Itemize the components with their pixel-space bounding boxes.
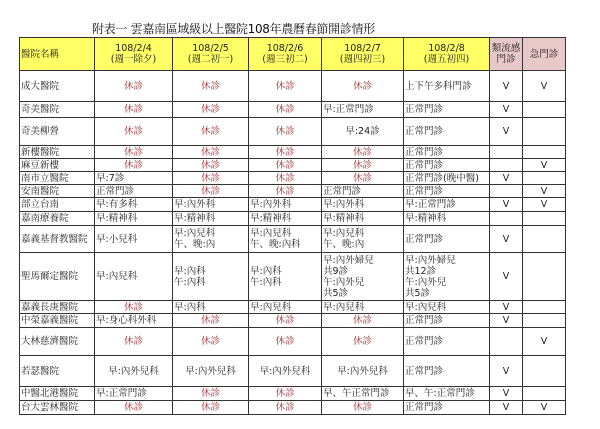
header-row	[20, 38, 566, 71]
date-0204-cell: 早:有多科	[95, 198, 173, 212]
flu-clinic-cell: V	[490, 387, 523, 401]
date-0208-cell: 早:內兒科	[404, 301, 490, 314]
date-0207-cell: 早、午正常門診	[322, 387, 404, 401]
emergency-cell: V	[523, 401, 566, 415]
hospital-name-cell: 麻豆新樓	[20, 159, 95, 172]
hospital-name-cell: 部立台南	[20, 198, 95, 212]
date-0207-cell: 休診	[322, 172, 404, 185]
date-0208-cell: 正常門診	[404, 226, 490, 253]
date-0206-cell: 休診	[249, 146, 322, 159]
hospital-name-cell: 中醫北港醫院	[20, 387, 95, 401]
date-0208-cell: 正常門診	[404, 328, 490, 356]
hospital-name-cell: 若瑟醫院	[20, 356, 95, 387]
date-0204-cell: 休診	[95, 118, 173, 146]
date-0204-cell: 休診	[95, 146, 173, 159]
date-0207-cell: 早:正常門診	[322, 102, 404, 118]
emergency-cell	[523, 314, 566, 328]
hospital-name-cell: 南市立醫院	[20, 172, 95, 185]
date-0205-cell: 早:內科	[173, 301, 249, 314]
flu-clinic-cell: V	[490, 356, 523, 387]
date-0208-cell: 早、午:正常門診	[404, 387, 490, 401]
date-0206-cell: 休診	[249, 102, 322, 118]
date-0205-cell: 休診	[173, 159, 249, 172]
date-0205-cell: 休診	[173, 314, 249, 328]
emergency-cell: V	[523, 198, 566, 212]
date-0205-cell: 早:內外兒科	[173, 356, 249, 387]
hospital-name-cell: 嘉義基督教醫院	[20, 226, 95, 253]
page-title: 附表一 雲嘉南區域級以上醫院108年農曆春節開診情形	[92, 22, 375, 36]
emergency-cell	[523, 102, 566, 118]
date-0208-cell: 正常門診	[404, 314, 490, 328]
table-row	[20, 253, 566, 301]
hospital-name-cell: 嘉南療養院	[20, 212, 95, 226]
hospital-name-cell: 中榮嘉義醫院	[20, 314, 95, 328]
date-0207-cell: 早:24診	[322, 118, 404, 146]
flu-clinic-cell: V	[490, 401, 523, 415]
date-0206-cell: 休診	[249, 314, 322, 328]
date-0205-cell: 休診	[173, 146, 249, 159]
hospital-name-cell: 新樓醫院	[20, 146, 95, 159]
flu-clinic-cell: V	[490, 198, 523, 212]
table-row	[20, 146, 566, 159]
date-0206-cell: 休診	[249, 118, 322, 146]
flu-clinic-cell	[490, 185, 523, 198]
date-0208-cell: 正常門診	[404, 118, 490, 146]
flu-clinic-cell: V	[490, 253, 523, 301]
flu-clinic-cell	[490, 212, 523, 226]
table-row	[20, 118, 566, 146]
date-0204-cell: 休診	[95, 71, 173, 102]
date-0206-cell: 休診	[249, 159, 322, 172]
emergency-cell	[523, 212, 566, 226]
header-flu-clinic: 類流感 門診	[490, 38, 523, 71]
table-row	[20, 226, 566, 253]
date-0208-cell: 正常門診	[404, 159, 490, 172]
table-row	[20, 301, 566, 314]
header-hospital-name: 醫院名稱	[20, 38, 95, 71]
hospital-name-cell: 奇美柳營	[20, 118, 95, 146]
date-0206-cell: 早:內外科	[249, 198, 322, 212]
date-0208-cell: 正常門診	[404, 401, 490, 415]
header-date-0205: 108/2/5 (週二初一)	[173, 38, 249, 71]
date-0207-cell: 休診	[322, 71, 404, 102]
table-row	[20, 314, 566, 328]
emergency-cell: V	[523, 185, 566, 198]
flu-clinic-cell: V	[490, 118, 523, 146]
hospital-name-cell: 大林慈濟醫院	[20, 328, 95, 356]
date-0205-cell: 休診	[173, 401, 249, 415]
emergency-cell	[523, 253, 566, 301]
date-0208-cell: 早:精神科	[404, 212, 490, 226]
date-0206-cell: 早:內兒科 午、晚:內科	[249, 226, 322, 253]
date-0207-cell: 正常門診	[322, 185, 404, 198]
table-body	[20, 71, 566, 415]
hospital-name-cell: 安南醫院	[20, 185, 95, 198]
date-0208-cell: 正常門診	[404, 102, 490, 118]
flu-clinic-cell	[490, 159, 523, 172]
emergency-cell	[523, 301, 566, 314]
flu-clinic-cell: V	[490, 301, 523, 314]
table-row	[20, 328, 566, 356]
date-0207-cell: 休診	[322, 146, 404, 159]
date-0205-cell: 早:內兒科 午、晚:內	[173, 226, 249, 253]
table-row	[20, 212, 566, 226]
emergency-cell	[523, 226, 566, 253]
date-0204-cell: 早:精神科	[95, 212, 173, 226]
date-0207-cell: 休診	[322, 314, 404, 328]
emergency-cell: V	[523, 159, 566, 172]
date-0205-cell: 休診	[173, 71, 249, 102]
date-0207-cell: 早:內外科	[322, 198, 404, 212]
flu-clinic-cell: V	[490, 314, 523, 328]
emergency-cell	[523, 387, 566, 401]
header-emergency: 急門診	[523, 38, 566, 71]
table-row	[20, 401, 566, 415]
date-0204-cell: 早:小兒科	[95, 226, 173, 253]
date-0207-cell: 早:內外婦兒 共9診 午:內外兒 共5診	[322, 253, 404, 301]
date-0208-cell: 正常門診	[404, 356, 490, 387]
emergency-cell: V	[523, 328, 566, 356]
date-0204-cell: 早:正常門診	[95, 387, 173, 401]
table-row	[20, 198, 566, 212]
date-0205-cell: 休診	[173, 118, 249, 146]
header-date-0204: 108/2/4 (週一除夕)	[95, 38, 173, 71]
date-0206-cell: 休診	[249, 71, 322, 102]
date-0208-cell: 早:正常門診	[404, 198, 490, 212]
date-0206-cell: 休診	[249, 172, 322, 185]
clinic-schedule-table	[19, 37, 566, 415]
date-0205-cell: 休診	[173, 102, 249, 118]
emergency-cell	[523, 356, 566, 387]
date-0208-cell: 上下午多科門診	[404, 71, 490, 102]
date-0204-cell: 早:7診	[95, 172, 173, 185]
emergency-cell	[523, 172, 566, 185]
flu-clinic-cell: V	[490, 102, 523, 118]
table-row	[20, 387, 566, 401]
flu-clinic-cell: V	[490, 172, 523, 185]
emergency-cell	[523, 118, 566, 146]
date-0204-cell: 休診	[95, 401, 173, 415]
flu-clinic-cell	[490, 146, 523, 159]
hospital-name-cell: 聖馬爾定醫院	[20, 253, 95, 301]
date-0206-cell: 早:內兒科	[249, 301, 322, 314]
hospital-name-cell: 嘉義長庚醫院	[20, 301, 95, 314]
date-0208-cell: 早:內外婦兒 共12診 午:內外兒 共5診	[404, 253, 490, 301]
date-0204-cell: 休診	[95, 301, 173, 314]
date-0205-cell: 休診	[173, 185, 249, 198]
date-0205-cell: 休診	[173, 328, 249, 356]
flu-clinic-cell	[490, 328, 523, 356]
date-0206-cell: 早:精神科	[249, 212, 322, 226]
date-0207-cell: 休診	[322, 328, 404, 356]
date-0205-cell: 早:內科 午:內科	[173, 253, 249, 301]
date-0206-cell: 休診	[249, 185, 322, 198]
date-0205-cell: 早:精神科	[173, 212, 249, 226]
emergency-cell	[523, 146, 566, 159]
hospital-name-cell: 成大醫院	[20, 71, 95, 102]
date-0207-cell: 早:內兒科 午、晚:內	[322, 226, 404, 253]
date-0204-cell: 早:內外兒科	[95, 356, 173, 387]
date-0207-cell: 休診	[322, 159, 404, 172]
table-row	[20, 356, 566, 387]
date-0204-cell: 休診	[95, 159, 173, 172]
date-0207-cell: 早:內兒科	[322, 301, 404, 314]
flu-clinic-cell: V	[490, 71, 523, 102]
date-0205-cell: 休診	[173, 172, 249, 185]
header-date-0206: 108/2/6 (週三初二)	[249, 38, 322, 71]
date-0206-cell: 休診	[249, 401, 322, 415]
date-0208-cell: 正常門診	[404, 185, 490, 198]
date-0205-cell: 早:內外科	[173, 198, 249, 212]
date-0204-cell: 休診	[95, 328, 173, 356]
date-0204-cell: 休診	[95, 102, 173, 118]
table-row	[20, 102, 566, 118]
date-0204-cell: 早:內兒科	[95, 253, 173, 301]
emergency-cell: V	[523, 71, 566, 102]
date-0207-cell: 休診	[322, 401, 404, 415]
header-date-0208: 108/2/8 (週五初四)	[404, 38, 490, 71]
date-0206-cell: 休診	[249, 387, 322, 401]
hospital-name-cell: 台大雲林醫院	[20, 401, 95, 415]
date-0207-cell: 早:精神科	[322, 212, 404, 226]
table-row	[20, 159, 566, 172]
table-row	[20, 172, 566, 185]
table-row	[20, 71, 566, 102]
date-0206-cell: 早:內外兒科	[249, 356, 322, 387]
date-0205-cell: 休診	[173, 387, 249, 401]
date-0208-cell: 正常門診	[404, 146, 490, 159]
date-0206-cell: 休診	[249, 328, 322, 356]
date-0208-cell: 正常門診(晚中醫)	[404, 172, 490, 185]
flu-clinic-cell: V	[490, 226, 523, 253]
date-0207-cell: 早:內外兒科	[322, 356, 404, 387]
table-row	[20, 185, 566, 198]
hospital-name-cell: 奇美醫院	[20, 102, 95, 118]
header-date-0207: 108/2/7 (週四初三)	[322, 38, 404, 71]
date-0206-cell: 早:內科 午:內科	[249, 253, 322, 301]
date-0204-cell: 早:身心科外科	[95, 314, 173, 328]
date-0204-cell: 正常門診	[95, 185, 173, 198]
